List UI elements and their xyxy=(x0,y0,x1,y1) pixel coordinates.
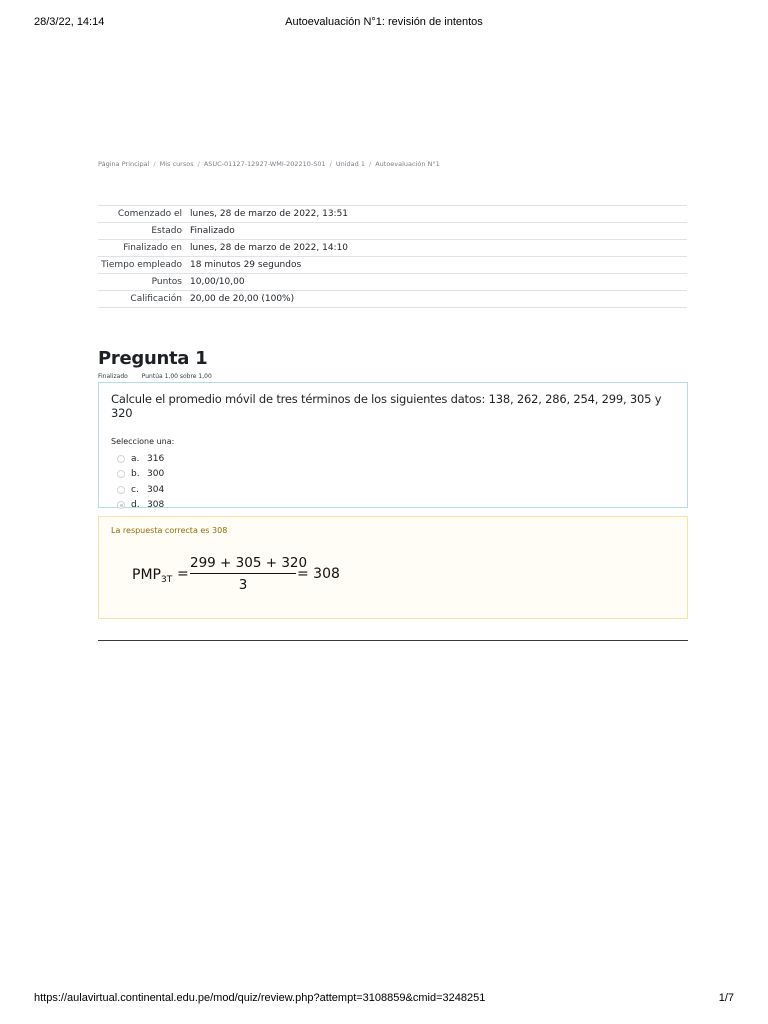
attempt-summary-table xyxy=(98,205,687,308)
answer-option-c[interactable] xyxy=(111,482,675,498)
summary-value: 18 minutos 29 segundos xyxy=(190,260,302,270)
breadcrumb-separator: / xyxy=(197,160,200,168)
summary-value: lunes, 28 de marzo de 2022, 14:10 xyxy=(190,243,349,253)
print-page-number: 1/7 xyxy=(718,992,734,1004)
formula-numerator: 299 + 305 + 320 xyxy=(190,555,308,571)
breadcrumb-separator: / xyxy=(329,160,332,168)
breadcrumb-my-courses[interactable]: Mis cursos xyxy=(159,160,194,168)
summary-row-marks xyxy=(98,274,687,291)
formula-fraction xyxy=(190,555,308,593)
summary-label: Puntos xyxy=(151,277,182,287)
formula-result: = 308 xyxy=(297,566,340,582)
option-value: 300 xyxy=(147,469,165,480)
formula-lhs-main: PMP xyxy=(132,567,161,583)
breadcrumb-home[interactable]: Página Principal xyxy=(98,160,150,168)
print-datetime: 28/3/22, 14:14 xyxy=(34,16,105,28)
radio-button-selected[interactable] xyxy=(117,501,125,509)
question-content-box xyxy=(98,382,688,511)
answer-options xyxy=(111,451,675,513)
question-text: Calcule el promedio móvil de tres términos de los siguientes datos: 138, 262, 286, 254, 299, 305 y 320 xyxy=(111,392,662,420)
radio-button[interactable] xyxy=(117,486,125,494)
option-letter: c. xyxy=(131,484,139,495)
summary-label: Estado xyxy=(151,226,182,236)
section-divider xyxy=(98,640,688,641)
summary-row-time-taken xyxy=(98,257,687,274)
print-footer xyxy=(34,992,734,1008)
question-state: Finalizado xyxy=(98,373,128,380)
summary-row-state xyxy=(98,223,687,240)
fraction-bar xyxy=(190,573,296,574)
summary-row-grade xyxy=(98,291,687,308)
formula-lhs xyxy=(132,567,172,585)
formula-denominator: 3 xyxy=(238,577,248,593)
question-title: Pregunta 1 xyxy=(98,348,208,369)
summary-label: Tiempo empleado xyxy=(101,260,182,270)
option-value: 304 xyxy=(147,484,165,495)
answer-option-b[interactable] xyxy=(111,467,675,483)
answer-option-a[interactable] xyxy=(111,451,675,467)
option-letter: b. xyxy=(131,469,140,480)
option-value: 316 xyxy=(147,453,165,464)
summary-row-started xyxy=(98,206,687,223)
summary-row-finished xyxy=(98,240,687,257)
question-grade: Puntúa 1,00 sobre 1,00 xyxy=(141,373,212,380)
option-letter: d. xyxy=(131,500,140,511)
option-value: 308 xyxy=(147,500,165,511)
summary-label: Comenzado el xyxy=(117,209,182,219)
summary-value: 20,00 de 20,00 (100%) xyxy=(190,294,295,304)
print-header xyxy=(34,16,734,32)
summary-label: Finalizado en xyxy=(123,243,182,253)
breadcrumb xyxy=(98,160,440,168)
breadcrumb-unit[interactable]: Unidad 1 xyxy=(335,160,365,168)
breadcrumb-quiz[interactable]: Autoevaluación N°1 xyxy=(375,160,440,168)
formula-equals: = xyxy=(177,566,189,582)
print-document-title: Autoevaluación N°1: revisión de intentos xyxy=(285,16,483,28)
print-url: https://aulavirtual.continental.edu.pe/mod/quiz/review.php?attempt=3108859&cmid=3248251 xyxy=(34,992,486,1004)
summary-value: lunes, 28 de marzo de 2022, 13:51 xyxy=(190,209,349,219)
radio-button[interactable] xyxy=(117,470,125,478)
radio-button[interactable] xyxy=(117,455,125,463)
breadcrumb-separator: / xyxy=(369,160,372,168)
answer-prompt: Seleccione una: xyxy=(111,437,175,446)
summary-value: 10,00/10,00 xyxy=(190,277,245,287)
answer-option-d[interactable] xyxy=(111,498,675,514)
formula-lhs-sub: 3T xyxy=(160,575,173,585)
breadcrumb-course[interactable]: ASUC-01127-12927-WMI-202210-S01 xyxy=(203,160,326,168)
correct-answer-text: La respuesta correcta es 308 xyxy=(111,526,228,535)
summary-value: Finalizado xyxy=(190,226,235,236)
summary-label: Calificación xyxy=(130,294,182,304)
question-info xyxy=(98,373,224,380)
breadcrumb-separator: / xyxy=(153,160,156,168)
option-letter: a. xyxy=(131,453,140,464)
